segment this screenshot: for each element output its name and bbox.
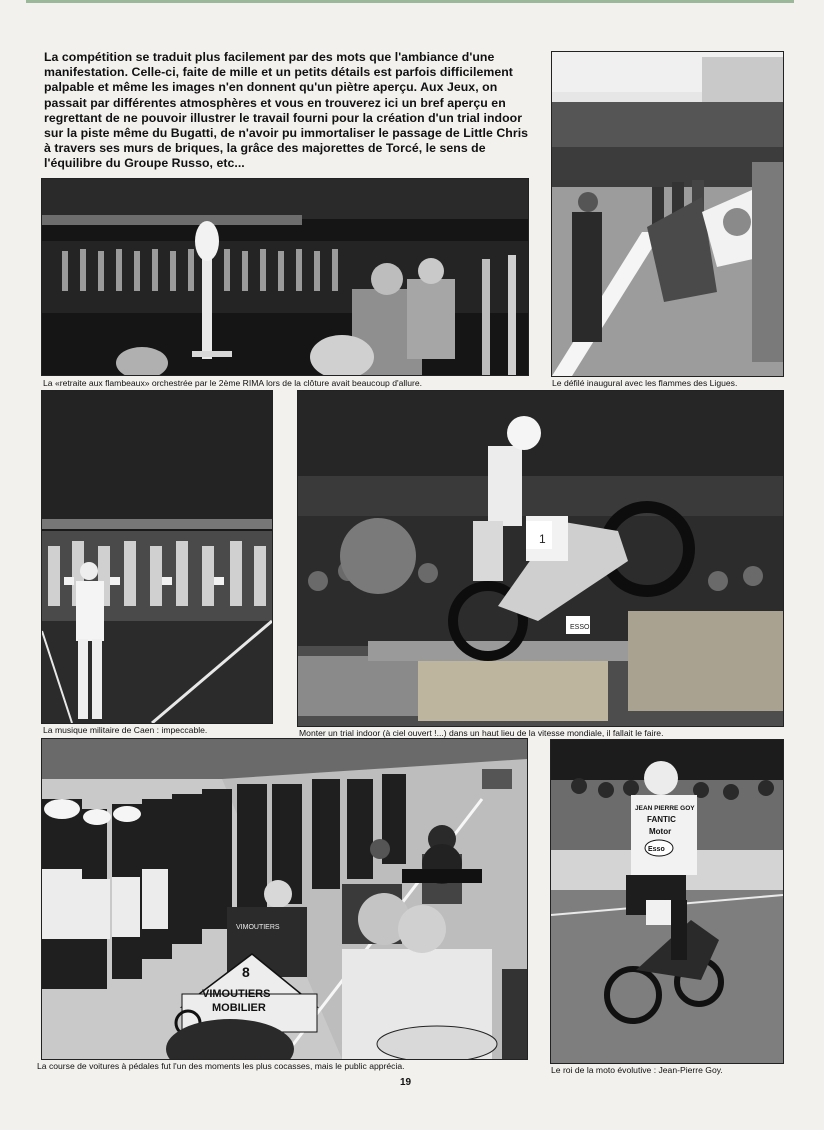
- photo-pedales: [41, 738, 528, 1060]
- goy-shirt-line3: Motor: [649, 827, 672, 836]
- pedales-cart-number: 8: [242, 964, 250, 980]
- photo-defile: [551, 51, 784, 377]
- caption-goy: Le roi de la moto évolutive : Jean-Pierre Goy.: [551, 1065, 723, 1075]
- pedales-jersey-text: VIMOUTIERS: [236, 924, 280, 931]
- goy-shirt-line1: JEAN PIERRE GOY: [635, 805, 695, 812]
- page-top-band: [26, 0, 794, 3]
- intro-paragraph: La compétition se traduit plus facilement par des mots que l'ambiance d'une manifestation. Celle-ci, faite de mille et un petits détails est parfois difficilement palpable et même les images n'en donnent qu'un piètre aperçu. Aux Jeux, on passait par différentes atmosphères et vous en trouverez ici un bref aperçu en regrettant de ne pouvoir illustrer le travail fourni pour la création d'un trial indoor sur la piste même du Bugatti, de n'avoir pu immortaliser le passage de Little Chris à travers ses murs de briques, la grâce des majorettes de Torcé, le sens de l'équilibre du Groupe Russo, etc...: [44, 50, 529, 171]
- goy-shirt-badge: Esso: [648, 846, 665, 853]
- caption-flambeaux: La «retraite aux flambeaux» orchestrée par le 2ème RIMA lors de la clôture avait beaucoup d'allure.: [43, 378, 423, 388]
- caption-musique: La musique militaire de Caen : impeccable.: [43, 725, 208, 735]
- trial-bike-number: 1: [539, 532, 546, 546]
- page-number: 19: [400, 1077, 412, 1088]
- caption-pedales: La course de voitures à pédales fut l'un des moments les plus cocasses, mais le public apprécia.: [37, 1061, 405, 1071]
- photo-musique: [41, 390, 273, 724]
- photo-goy: [550, 739, 784, 1064]
- pedales-cart-sign-line1: VIMOUTIERS: [202, 988, 271, 1000]
- photo-trial: [297, 390, 784, 727]
- pedales-cart-sign-line2: MOBILIER: [212, 1002, 266, 1014]
- trial-sign-text: ESSO: [570, 624, 590, 631]
- caption-defile: Le défilé inaugural avec les flammes des Ligues.: [552, 378, 738, 388]
- photo-flambeaux: [41, 178, 529, 376]
- caption-trial: Monter un trial indoor (à ciel ouvert !...) dans un haut lieu de la vitesse mondiale, il fallait le faire.: [299, 728, 664, 738]
- goy-shirt-line2: FANTIC: [647, 815, 676, 824]
